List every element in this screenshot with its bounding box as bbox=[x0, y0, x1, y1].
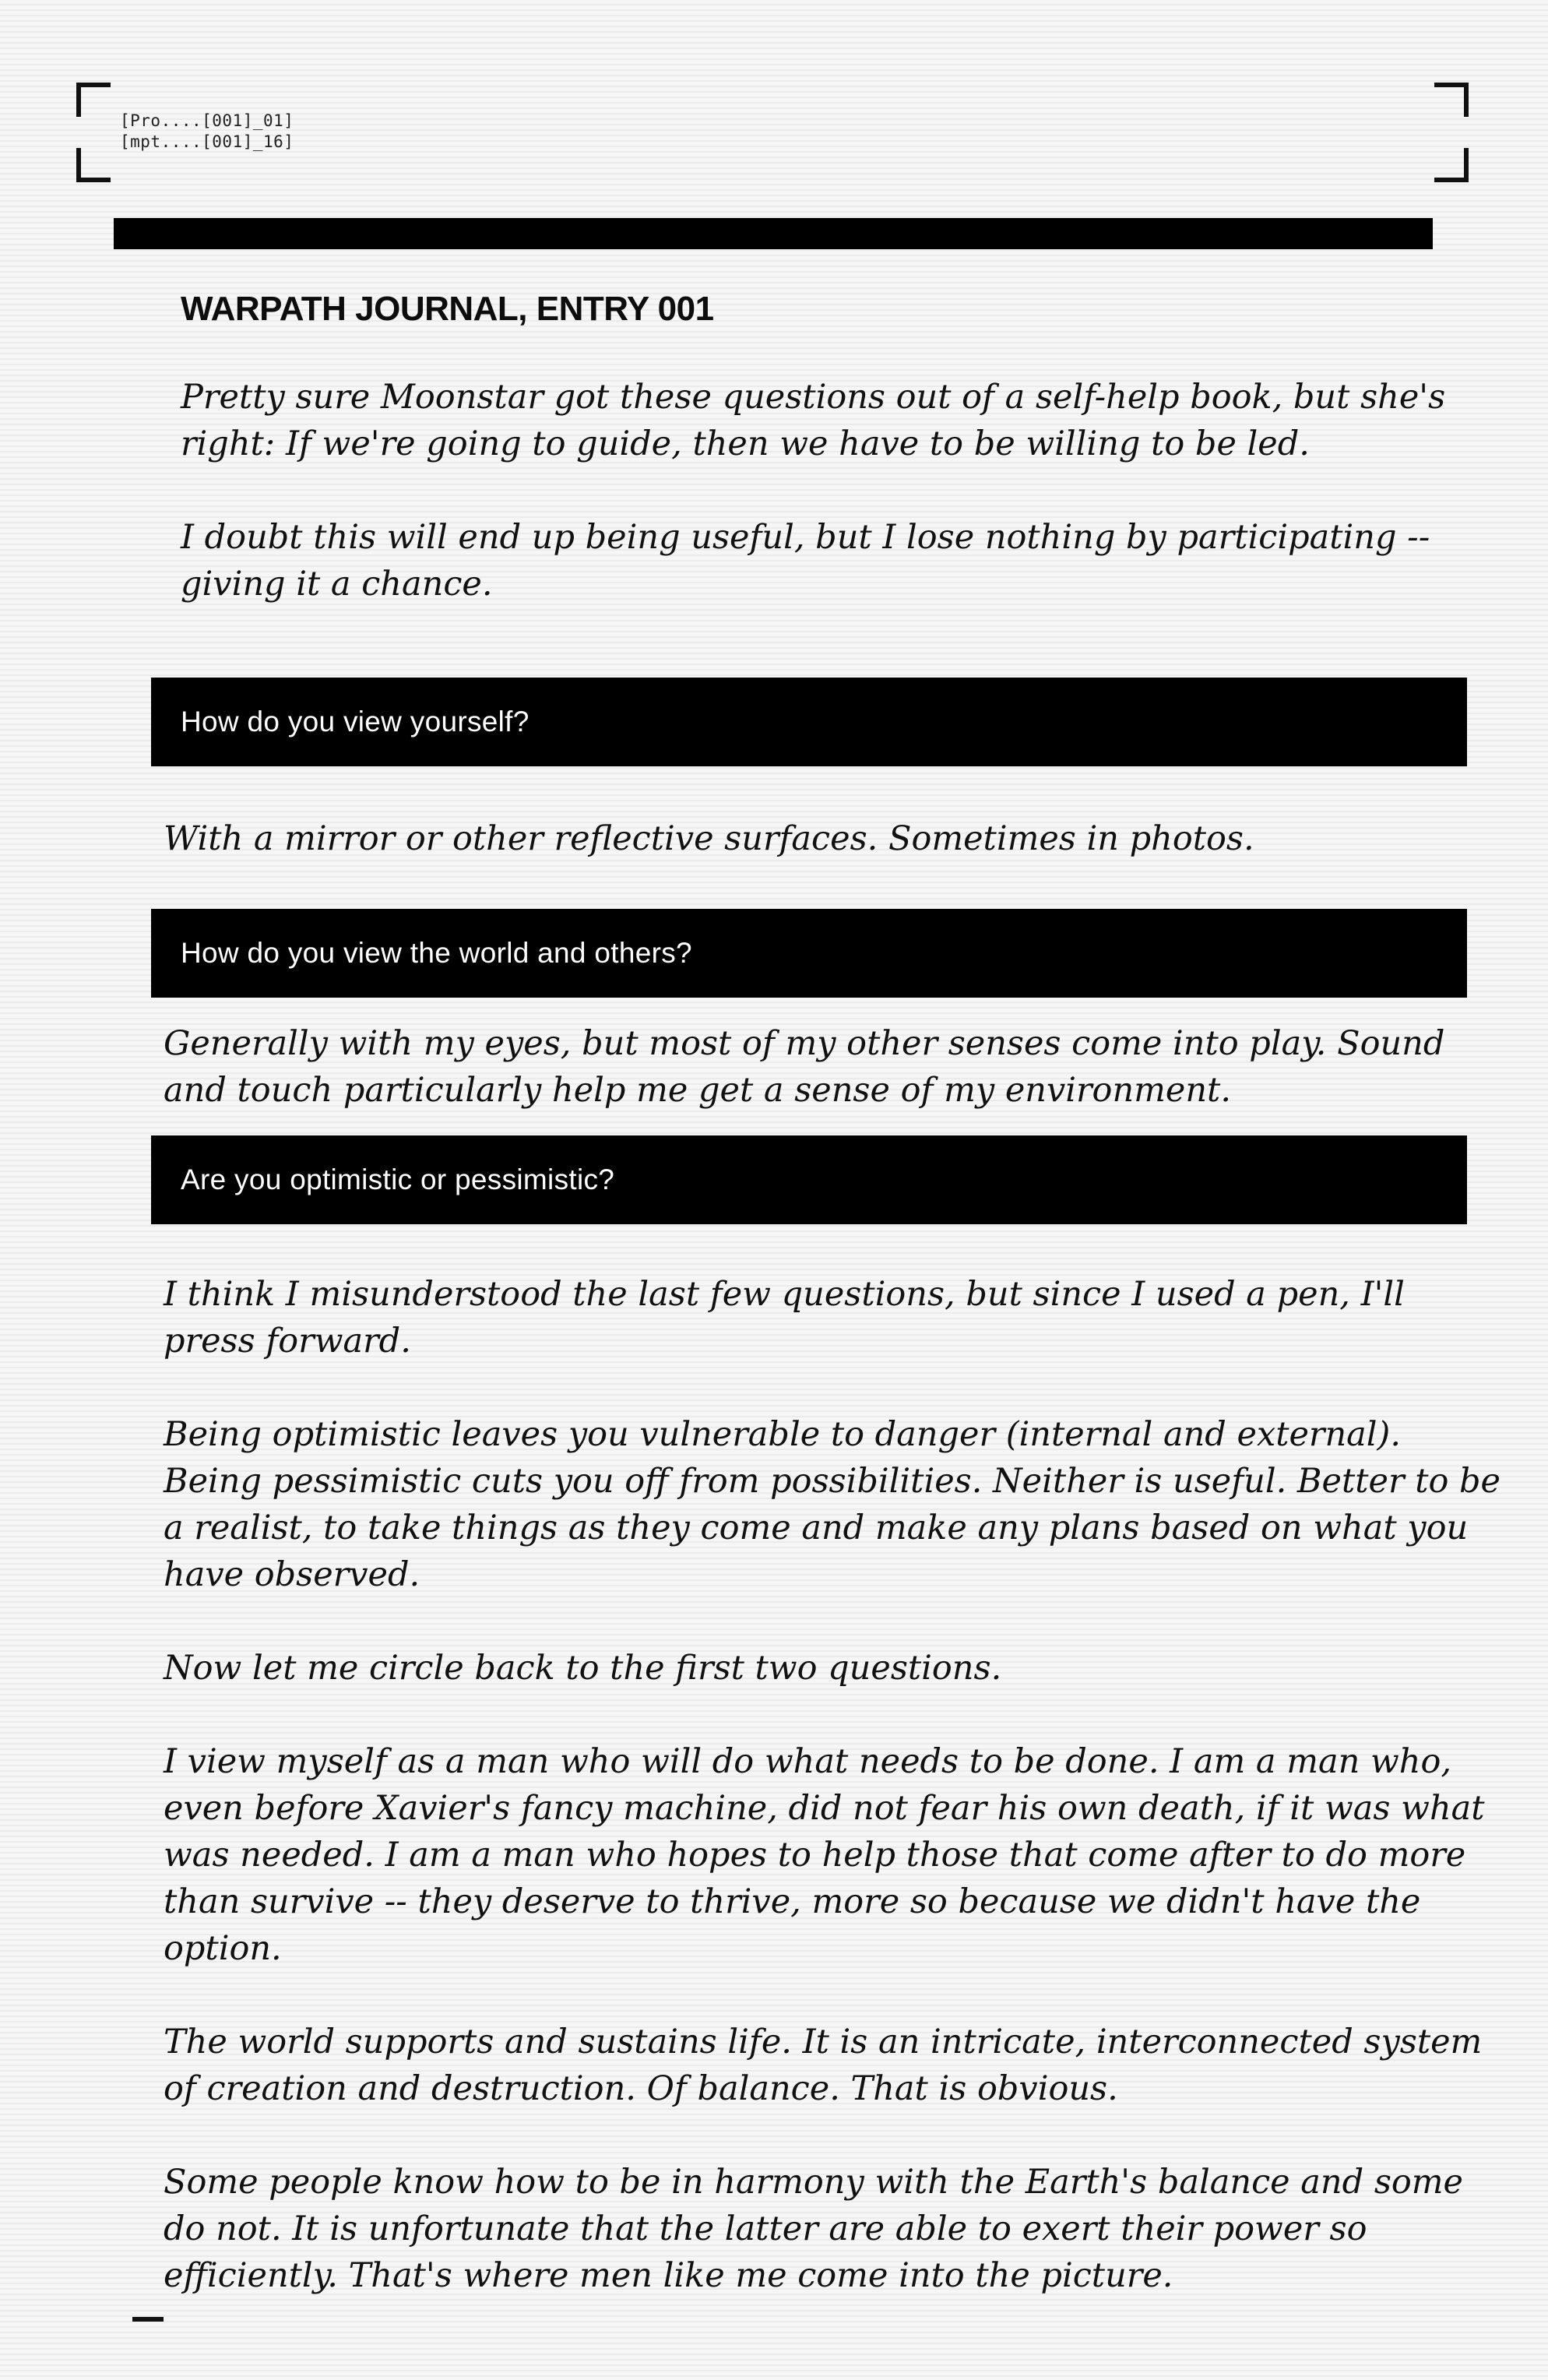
header-divider-bar bbox=[114, 218, 1433, 249]
intro-paragraph: I doubt this will end up being useful, but I lose nothing by participating -- giving it a chance. bbox=[181, 518, 1430, 604]
answer-text bbox=[164, 1271, 1503, 2299]
corner-bracket-bottom-left bbox=[76, 148, 111, 182]
answer-paragraph: I view myself as a man who will do what needs to be done. I am a man who, even before Xavier's fancy machine, did not fear his own death, if it was what was needed. I am a man who hopes to help those that come after to do more than survive -- they deserve to thrive, more so because we didn't have the option. bbox=[164, 1742, 1485, 1968]
answer-paragraph: Some people know how to be in harmony with the Earth's balance and some do not. It is unfortunate that the latter are able to exert their power so efficiently. That's where men like me come into the picture. bbox=[164, 2163, 1464, 2295]
intro-text bbox=[181, 374, 1458, 607]
answer-text bbox=[164, 1020, 1503, 1114]
file-code-line: [mpt....[001]_16] bbox=[120, 132, 294, 151]
answer-paragraph: With a mirror or other reflective surfaces. Sometimes in photos. bbox=[164, 819, 1254, 858]
answer-paragraph: Generally with my eyes, but most of my other senses come into play. Sound and touch particularly help me get a sense of my environment. bbox=[164, 1024, 1445, 1110]
corner-bracket-bottom-right bbox=[1434, 148, 1469, 182]
intro-paragraph: Pretty sure Moonstar got these questions out of a self-help book, but she's right: If we're going to guide, then we have to be willing to be led. bbox=[181, 378, 1446, 463]
question-banner bbox=[151, 909, 1467, 998]
answer-text bbox=[164, 815, 1487, 862]
file-code-labels bbox=[120, 111, 294, 153]
answer-paragraph: Now let me circle back to the first two questions. bbox=[164, 1649, 1002, 1688]
answer-paragraph: Being optimistic leaves you vulnerable to danger (internal and external). Being pessimistic cuts you off from possibilities. Neither is useful. Better to be a realist, to take things as they come and make any plans based on what you have observed. bbox=[164, 1415, 1501, 1594]
page-title: WARPATH JOURNAL, ENTRY 001 bbox=[181, 290, 714, 328]
answer-paragraph: I think I misunderstood the last few questions, but since I used a pen, I'll press forward. bbox=[164, 1275, 1405, 1361]
page-marker bbox=[132, 2317, 164, 2322]
question-banner bbox=[151, 678, 1467, 766]
file-code-line: [Pro....[001]_01] bbox=[120, 111, 294, 130]
corner-bracket-top-left bbox=[76, 83, 111, 117]
answer-paragraph: The world supports and sustains life. It is an intricate, interconnected system of creation and destruction. Of balance. That is obvious. bbox=[164, 2023, 1483, 2108]
question-banner bbox=[151, 1135, 1467, 1224]
corner-bracket-top-right bbox=[1434, 83, 1469, 117]
question-text: How do you view yourself? bbox=[181, 706, 529, 738]
question-text: How do you view the world and others? bbox=[181, 937, 692, 969]
question-text: Are you optimistic or pessimistic? bbox=[181, 1164, 615, 1195]
